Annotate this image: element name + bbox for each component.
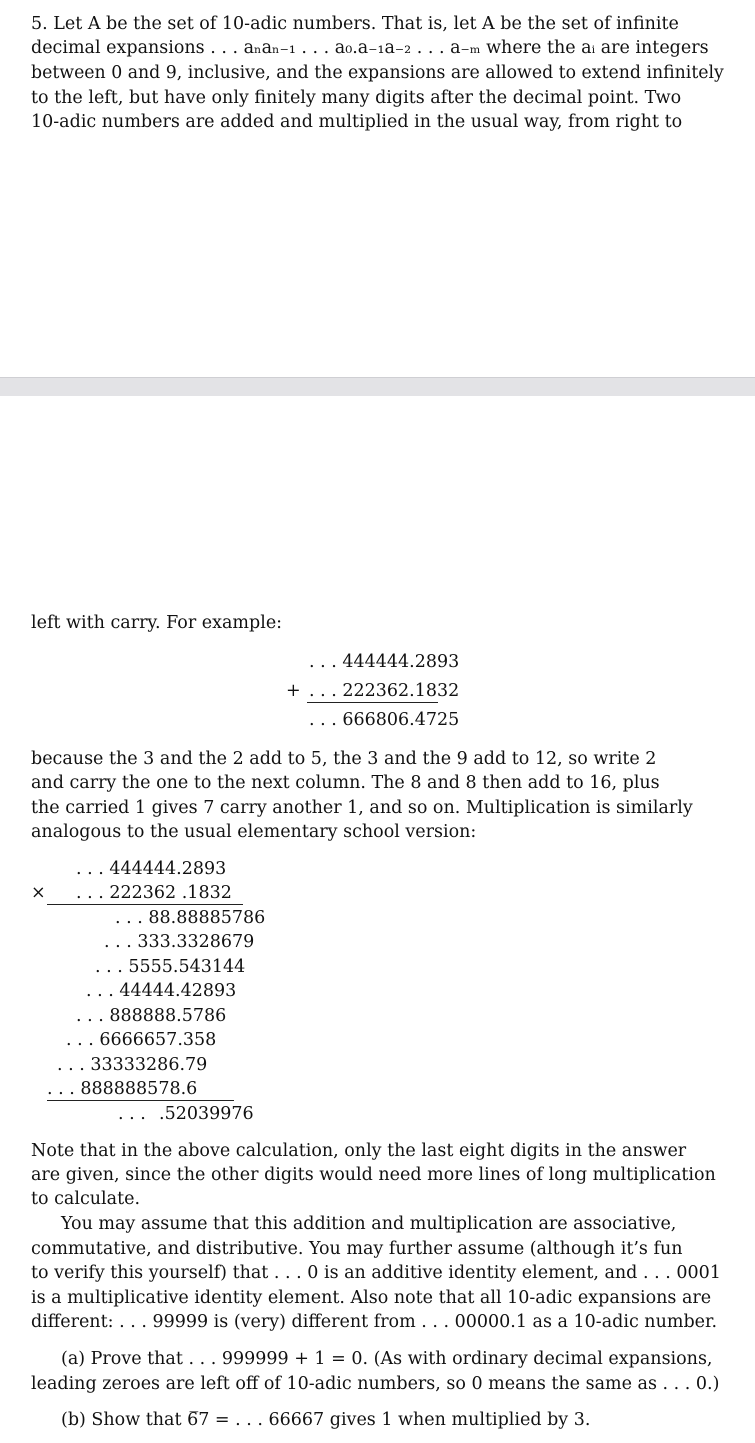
part-b: (b) Show that 6̅7 = . . . 66667 gives 1 when multiplied by 3. (61, 1410, 591, 1430)
multiplication-rule-2 (47, 1100, 234, 1101)
multiplicand: . . . 444444.2893 (76, 859, 227, 879)
product-result: .52039976 (159, 1104, 254, 1124)
intro-line-4: to the left, but have only finitely many digits after the decimal point. Two (31, 88, 682, 108)
part-a-line-2: leading zeroes are left off of 10-adic numbers, so 0 means the same as . . . 0.) (31, 1374, 720, 1394)
assume-line-1: You may assume that this addition and multiplication are associative, (61, 1214, 677, 1234)
assume-line-5: different: . . . 99999 is (very) different from . . . 00000.1 as a 10-adic number. (31, 1312, 718, 1332)
intro-line-5: 10-adic numbers are added and multiplied in the usual way, from right to (31, 112, 683, 132)
explanation-line-1: because the 3 and the 2 add to 5, the 3 and the 9 add to 12, so write 2 (31, 749, 657, 769)
assume-line-4: is a multiplicative identity element. Also note that all 10-adic expansions are (31, 1288, 712, 1308)
partial-product-2: . . . 333.3328679 (104, 932, 255, 952)
page-bottom (0, 396, 755, 1443)
partial-product-4: . . . 44444.42893 (86, 981, 237, 1001)
note-line-1: Note that in the above calculation, only the last eight digits in the answer (31, 1141, 687, 1161)
partial-product-6: . . . 6666657.358 (66, 1030, 217, 1050)
note-line-3: to calculate. (31, 1189, 141, 1209)
addend-1: . . . 444444.2893 (309, 652, 460, 672)
explanation-line-3: the carried 1 gives 7 carry another 1, and so on. Multiplication is similarly (31, 798, 693, 818)
continuation-text: left with carry. For example: (31, 613, 283, 633)
partial-product-1: . . . 88.88885786 (115, 908, 266, 928)
partial-product-3: . . . 5555.543144 (95, 957, 246, 977)
intro-line-3: between 0 and 9, inclusive, and the expansions are allowed to extend infinitely (31, 63, 724, 83)
addend-2: . . . 222362.1832 (309, 681, 460, 701)
assume-line-2: commutative, and distributive. You may further assume (although it’s fun (31, 1239, 683, 1259)
partial-product-8: . . . 888888578.6 (47, 1079, 198, 1099)
addition-rule (307, 702, 438, 703)
page-separator (0, 377, 755, 397)
page-top (0, 0, 755, 377)
multiplier: . . . 222362 .1832 (76, 883, 232, 903)
explanation-line-2: and carry the one to the next column. The 8 and 8 then add to 16, plus (31, 773, 660, 793)
partial-product-5: . . . 888888.5786 (76, 1006, 227, 1026)
addition-sum: . . . 666806.4725 (309, 710, 460, 730)
product-dots: . . . (118, 1104, 146, 1124)
multiplication-rule-1 (47, 904, 243, 905)
partial-product-7: . . . 33333286.79 (57, 1055, 208, 1075)
intro-line-1: 5. Let A be the set of 10-adic numbers. That is, let A be the set of infinite (31, 14, 679, 34)
times-sign: × (31, 883, 46, 903)
note-line-2: are given, since the other digits would need more lines of long multiplication (31, 1165, 716, 1185)
assume-line-3: to verify this yourself) that . . . 0 is an additive identity element, and . . . 0001 (31, 1263, 721, 1283)
explanation-line-4: analogous to the usual elementary school version: (31, 822, 477, 842)
part-a-line-1: (a) Prove that . . . 999999 + 1 = 0. (As with ordinary decimal expansions, (61, 1349, 713, 1369)
intro-line-2: decimal expansions . . . aₙaₙ₋₁ . . . a₀.a₋₁a₋₂ . . . a₋ₘ where the aᵢ are integers (31, 38, 709, 58)
plus-sign: + (286, 681, 301, 701)
